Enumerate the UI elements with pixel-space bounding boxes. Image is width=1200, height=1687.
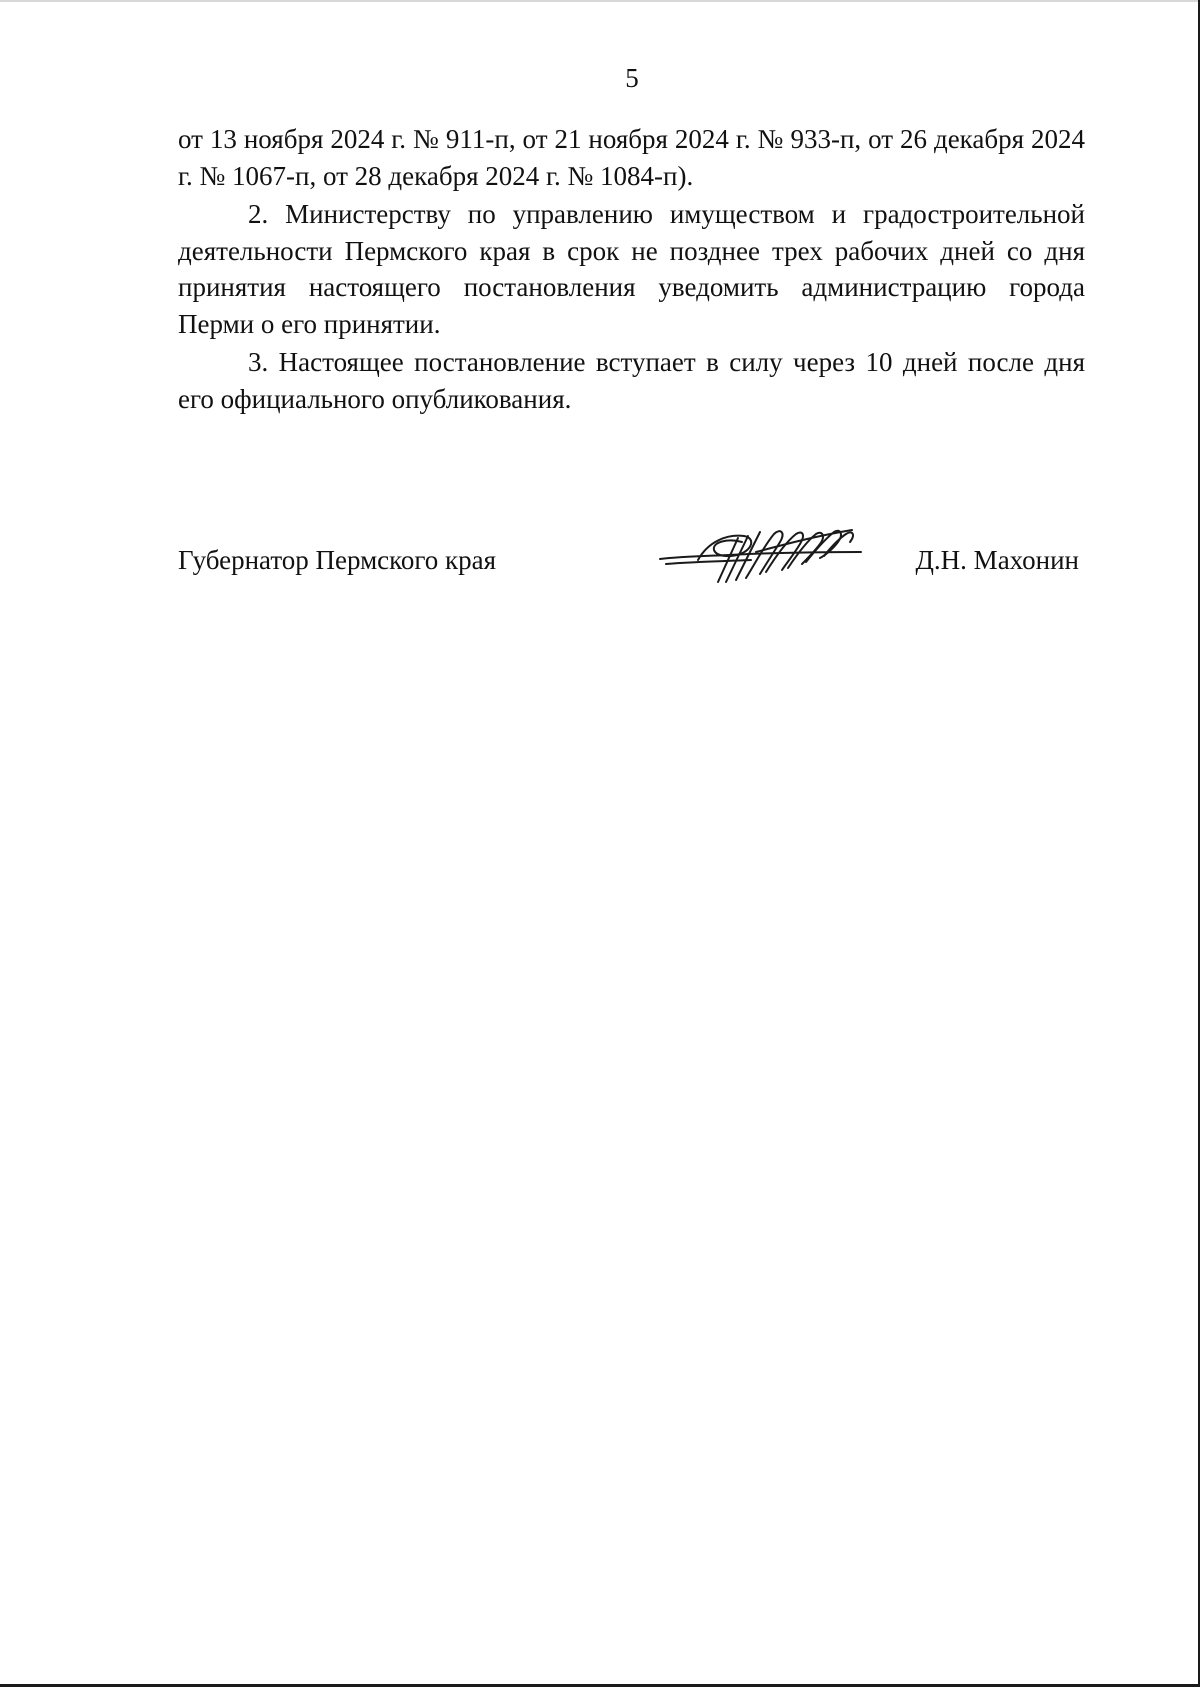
signatory-name: Д.Н. Махонин xyxy=(915,545,1079,575)
paragraph-item-3: 3. Настоящее постановление вступает в силу через 10 дней после дня его официального опубликования. xyxy=(178,347,1085,414)
scan-edge-top xyxy=(0,0,1200,2)
document-body xyxy=(178,121,1085,419)
handwritten-signature-icon xyxy=(656,512,866,592)
signatory-position: Губернатор Пермского края xyxy=(178,545,497,575)
paragraph-continuation: от 13 ноября 2024 г. № 911-п, от 21 ноября 2024 г. № 933-п, от 26 декабря 2024 г. № 1067-п, от 28 декабря 2024 г. № 1084-п). xyxy=(178,124,1085,191)
signature-block xyxy=(178,542,1085,582)
page-number: 5 xyxy=(625,63,639,93)
paragraph-item-2: 2. Министерству по управлению имуществом и градостроительной деятельности Пермского края в срок не позднее трех рабочих дней со дня принятия настоящего постановления уведомить администрацию города Перми о его принятии. xyxy=(178,199,1085,339)
